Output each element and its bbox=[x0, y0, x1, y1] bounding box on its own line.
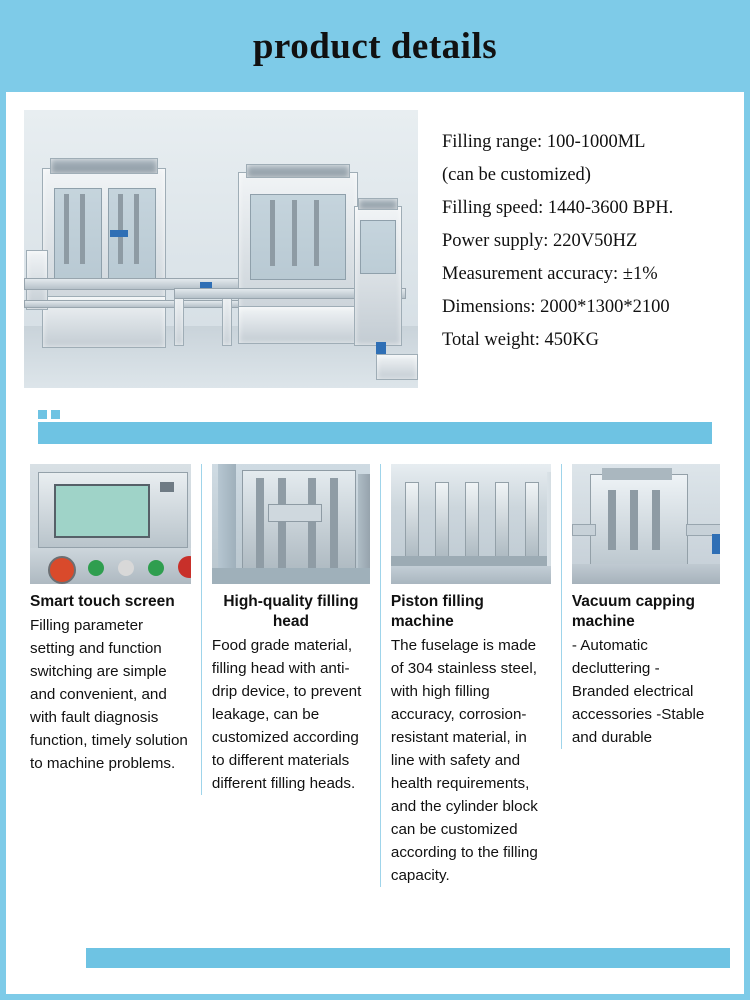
divider-square-1 bbox=[38, 410, 47, 419]
spec-total-weight: Total weight: 450KG bbox=[442, 330, 599, 350]
page-header bbox=[0, 0, 750, 92]
feature-title: High-quality filling head bbox=[223, 593, 359, 630]
feature-high-quality-filling-head bbox=[201, 464, 380, 795]
feature-piston-filling-machine bbox=[380, 464, 561, 887]
spec-filling-speed: Filling speed: 1440-3600 BPH. bbox=[442, 198, 674, 218]
feature-body: Filling parameter setting and function switching are simple and convenient, and with fault diagnosis function, timely solution to machine problems. bbox=[30, 617, 188, 772]
touch-screen-panel-photo bbox=[30, 464, 191, 584]
filling-head-photo bbox=[212, 464, 370, 584]
spec-dimensions: Dimensions: 2000*1300*2100 bbox=[442, 297, 670, 317]
feature-body: Food grade material, filling head with anti-drip device, to prevent leakage, can be customized according to different materials different filling heads. bbox=[211, 637, 362, 792]
feature-vacuum-capping-machine bbox=[561, 464, 730, 749]
feature-title: Piston filling machine bbox=[390, 593, 484, 630]
overview-section bbox=[6, 92, 744, 388]
spec-filling-range: Filling range: 100-1000ML bbox=[442, 132, 646, 152]
feature-columns bbox=[20, 464, 730, 887]
divider-square-2 bbox=[51, 410, 60, 419]
bottom-accent-bar bbox=[86, 948, 730, 968]
section-divider bbox=[24, 410, 726, 444]
feature-title: Vacuum capping machine bbox=[571, 593, 695, 630]
spec-customizable-note: (can be customized) bbox=[442, 165, 591, 185]
feature-smart-touch-screen bbox=[20, 464, 201, 775]
spec-power-supply: Power supply: 220V50HZ bbox=[442, 231, 638, 251]
feature-title: Smart touch screen bbox=[30, 593, 175, 610]
page-title: product details bbox=[252, 25, 498, 67]
divider-bar bbox=[38, 422, 712, 444]
piston-filling-machine-photo bbox=[391, 464, 551, 584]
vacuum-capping-machine-photo bbox=[572, 464, 720, 584]
spec-list bbox=[418, 110, 726, 388]
spec-measurement-accuracy: Measurement accuracy: ±1% bbox=[442, 264, 658, 284]
feature-body: - Automatic decluttering - Branded electrical accessories -Stable and durable bbox=[571, 637, 705, 746]
filling-line-overview-photo bbox=[24, 110, 418, 388]
feature-body: The fuselage is made of 304 stainless steel, with high filling accuracy, corrosion-resistant material, in line with safety and health requirements, and the cylinder block can be customized according to the filling capacity. bbox=[390, 637, 538, 884]
